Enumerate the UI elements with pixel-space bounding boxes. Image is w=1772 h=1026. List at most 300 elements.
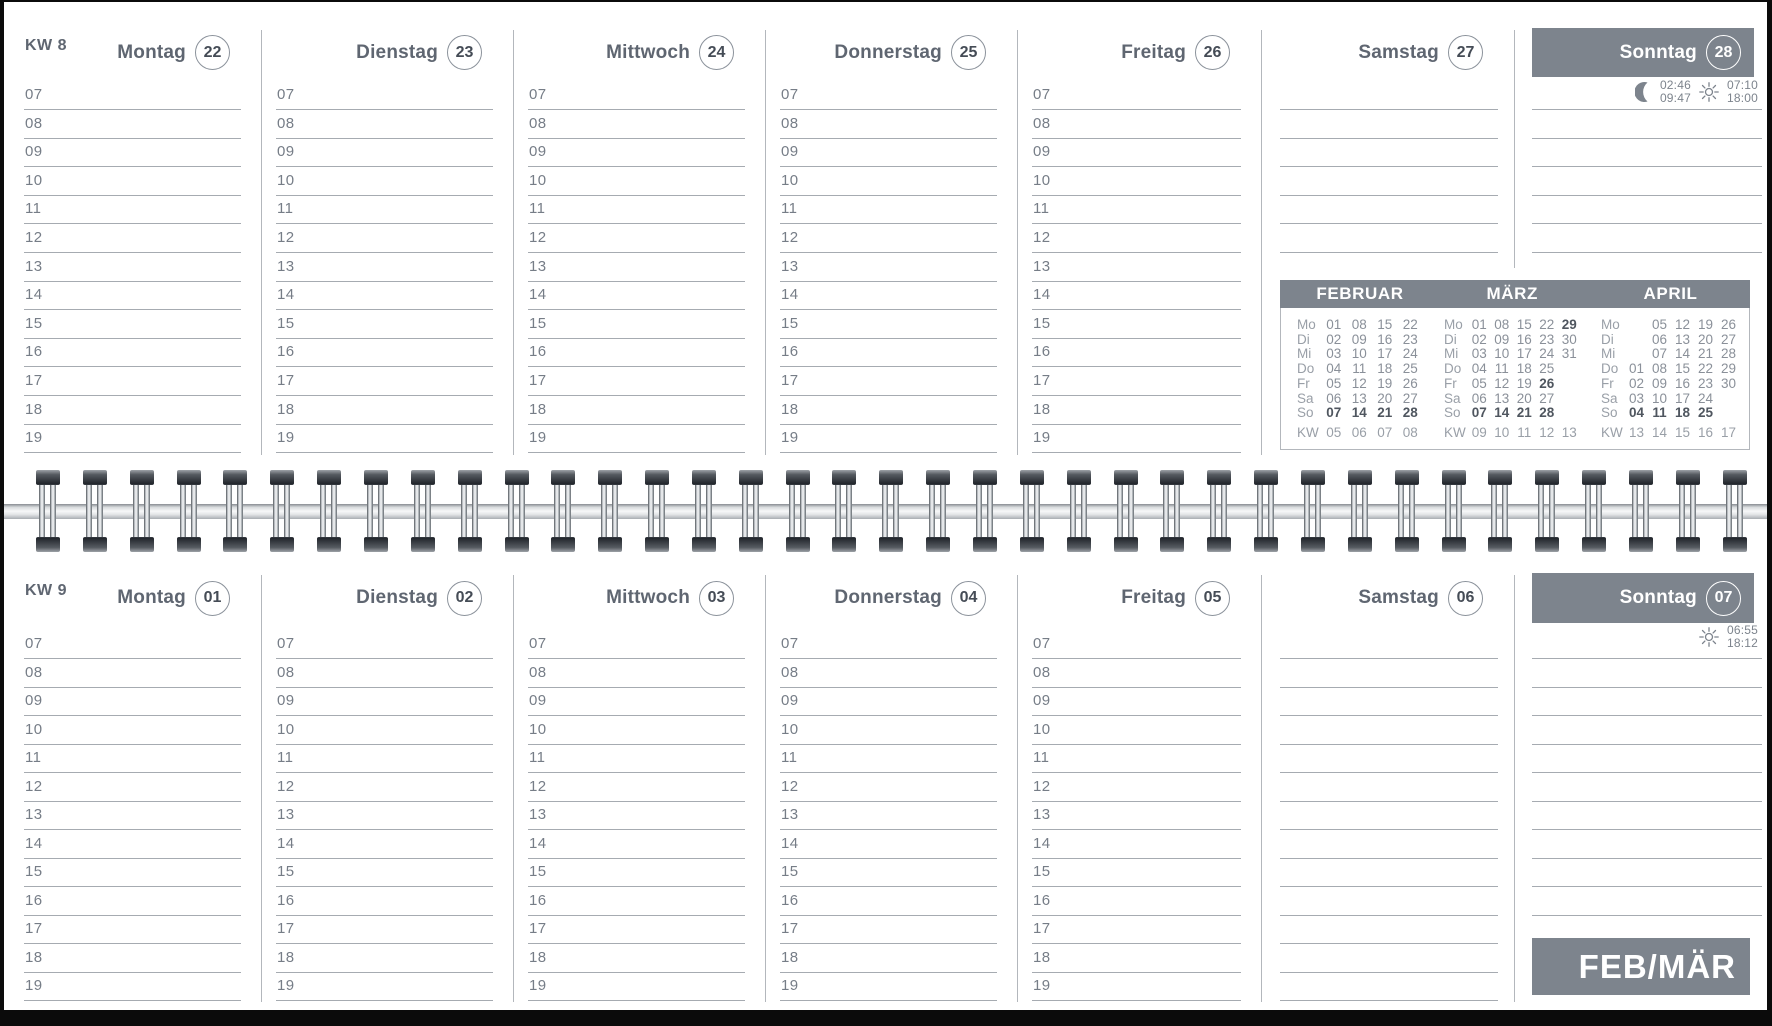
notes-line-sunday bbox=[1532, 658, 1762, 659]
hour-label: 17 bbox=[25, 920, 43, 937]
hour-label: 14 bbox=[1033, 286, 1051, 303]
notes-line-saturday bbox=[1280, 943, 1498, 944]
hour-line bbox=[780, 195, 997, 196]
frame-left bbox=[0, 0, 4, 1026]
hour-line bbox=[276, 972, 493, 973]
binding-cap-top bbox=[36, 470, 60, 485]
column-separator bbox=[765, 30, 766, 455]
calendar-date: 08 bbox=[1494, 317, 1510, 332]
calendar-date: 11 bbox=[1652, 405, 1667, 420]
calendar-day-label: Mi bbox=[1297, 346, 1312, 361]
hour-label: 15 bbox=[277, 315, 295, 332]
notes-line-saturday bbox=[1280, 166, 1498, 167]
calendar-day-label: Mi bbox=[1601, 346, 1616, 361]
calendar-date: 03 bbox=[1471, 346, 1487, 361]
day-name: Montag bbox=[117, 41, 186, 63]
hour-line bbox=[780, 744, 997, 745]
calendar-date bbox=[1625, 332, 1648, 347]
calendar-date: 15 bbox=[1516, 317, 1532, 332]
hour-line bbox=[528, 138, 745, 139]
binding-cap-top bbox=[1582, 470, 1606, 485]
calendar-date: 22 bbox=[1697, 361, 1714, 376]
binding-wire bbox=[929, 479, 935, 543]
binding-cap-bottom bbox=[786, 537, 810, 552]
hour-label: 09 bbox=[1033, 143, 1051, 160]
hour-line bbox=[1032, 366, 1241, 367]
binding-loop bbox=[317, 470, 341, 552]
binding-loop bbox=[551, 470, 575, 552]
hour-line bbox=[24, 395, 241, 396]
binding-cap-bottom bbox=[1254, 537, 1278, 552]
hour-line bbox=[780, 972, 997, 973]
calendar-date: 10 bbox=[1494, 346, 1510, 361]
hour-line bbox=[1032, 658, 1241, 659]
calendar-kw-number: 07 bbox=[1377, 425, 1393, 440]
day-name: Donnerstag bbox=[834, 587, 942, 608]
hour-line bbox=[24, 801, 241, 802]
hour-line bbox=[24, 138, 241, 139]
notes-line-sunday bbox=[1532, 223, 1762, 224]
hour-label: 09 bbox=[529, 692, 547, 709]
calendar-day-label: Di bbox=[1444, 332, 1457, 347]
notes-line-saturday bbox=[1280, 858, 1498, 859]
hour-line bbox=[1032, 886, 1241, 887]
binding-loop bbox=[973, 470, 997, 552]
hour-line bbox=[276, 424, 493, 425]
calendar-date: 02 bbox=[1628, 376, 1645, 391]
calendar-date: 27 bbox=[1720, 332, 1737, 347]
binding-wire bbox=[1549, 479, 1555, 543]
binding-wire bbox=[461, 479, 467, 543]
day-number-circle: 07 bbox=[1706, 581, 1741, 616]
hour-line bbox=[528, 395, 745, 396]
hour-label: 17 bbox=[277, 372, 295, 389]
calendar-day-label: Sa bbox=[1297, 391, 1314, 406]
calendar-date: 28 bbox=[1720, 346, 1737, 361]
calendar-date: 04 bbox=[1471, 361, 1487, 376]
binding-wire bbox=[565, 479, 571, 543]
hour-line bbox=[276, 744, 493, 745]
hour-label: 09 bbox=[277, 143, 295, 160]
binding-cap-bottom bbox=[411, 537, 435, 552]
notes-line-sunday bbox=[1532, 715, 1762, 716]
binding-wire bbox=[97, 479, 103, 543]
hour-line bbox=[276, 366, 493, 367]
hour-line bbox=[24, 252, 241, 253]
binding-loop bbox=[458, 470, 482, 552]
calendar-day-label: So bbox=[1601, 405, 1618, 420]
calendar-day-label: Fr bbox=[1601, 376, 1614, 391]
hour-label: 15 bbox=[25, 863, 43, 880]
binding-cap-bottom bbox=[551, 537, 575, 552]
binding-loop bbox=[1629, 470, 1653, 552]
hour-label: 19 bbox=[277, 977, 295, 994]
hour-label: 10 bbox=[1033, 172, 1051, 189]
binding-loop bbox=[1442, 470, 1466, 552]
calendar-date bbox=[1625, 346, 1648, 361]
binding-cap-bottom bbox=[926, 537, 950, 552]
binding-wire bbox=[1409, 479, 1415, 543]
hour-line bbox=[780, 223, 997, 224]
binding-loop bbox=[1488, 470, 1512, 552]
binding-wire bbox=[742, 479, 748, 543]
binding-cap-top bbox=[551, 470, 575, 485]
hour-line bbox=[276, 338, 493, 339]
frame-bottom bbox=[0, 1010, 1772, 1026]
binding-loop bbox=[1254, 470, 1278, 552]
calendar-date-row bbox=[1444, 361, 1581, 376]
hour-label: 15 bbox=[781, 863, 799, 880]
hour-line bbox=[1032, 744, 1241, 745]
hour-line bbox=[780, 1000, 997, 1001]
binding-wire bbox=[425, 479, 431, 543]
day-name: Mittwoch bbox=[606, 587, 690, 608]
hour-label: 19 bbox=[25, 977, 43, 994]
hour-line bbox=[24, 195, 241, 196]
binding-wire bbox=[987, 479, 993, 543]
binding-wire bbox=[1398, 479, 1404, 543]
hour-line bbox=[276, 109, 493, 110]
binding-loop bbox=[786, 470, 810, 552]
hour-label: 17 bbox=[1033, 920, 1051, 937]
hour-line bbox=[780, 658, 997, 659]
calendar-date: 29 bbox=[1561, 317, 1577, 332]
hour-line bbox=[24, 452, 241, 453]
binding-wire bbox=[976, 479, 982, 543]
column-separator bbox=[513, 30, 514, 455]
day-number-circle: 28 bbox=[1706, 35, 1741, 70]
binding-wire bbox=[1257, 479, 1263, 543]
calendar-day-label: Fr bbox=[1444, 376, 1457, 391]
frame-top bbox=[0, 0, 1772, 2]
day-number-circle: 05 bbox=[1195, 581, 1230, 616]
binding-wire bbox=[414, 479, 420, 543]
calendar-date: 07 bbox=[1651, 346, 1668, 361]
sun-times bbox=[1727, 79, 1758, 105]
calendar-date: 14 bbox=[1351, 405, 1367, 420]
hour-line bbox=[528, 109, 745, 110]
binding-loop bbox=[879, 470, 903, 552]
calendar-date: 13 bbox=[1351, 391, 1367, 406]
binding-cap-top bbox=[1020, 470, 1044, 485]
calendar-date: 11 bbox=[1352, 361, 1367, 376]
binding-wire bbox=[753, 479, 759, 543]
binding-cap-bottom bbox=[1301, 537, 1325, 552]
hour-line bbox=[1032, 424, 1241, 425]
notes-line-saturday bbox=[1280, 772, 1498, 773]
hour-label: 17 bbox=[529, 372, 547, 389]
binding-cap-top bbox=[505, 470, 529, 485]
calendar-date: 20 bbox=[1377, 391, 1393, 406]
hour-line bbox=[1032, 195, 1241, 196]
binding-loop bbox=[83, 470, 107, 552]
calendar-date: 18 bbox=[1674, 405, 1691, 420]
hour-line bbox=[1032, 338, 1241, 339]
binding-cap-top bbox=[130, 470, 154, 485]
calendar-kw-number: 08 bbox=[1402, 425, 1418, 440]
binding-wire bbox=[893, 479, 899, 543]
binding-cap-top bbox=[598, 470, 622, 485]
hour-line bbox=[528, 166, 745, 167]
binding-wire bbox=[86, 479, 92, 543]
hour-line bbox=[24, 744, 241, 745]
hour-label: 15 bbox=[529, 315, 547, 332]
hour-line bbox=[1032, 829, 1241, 830]
hour-label: 17 bbox=[277, 920, 295, 937]
notes-line-saturday bbox=[1280, 109, 1498, 110]
hour-label: 12 bbox=[25, 229, 43, 246]
calendar-date-row bbox=[1297, 376, 1423, 391]
hour-line bbox=[528, 281, 745, 282]
calendar-date-row bbox=[1444, 391, 1581, 406]
hour-line bbox=[528, 829, 745, 830]
binding-wire bbox=[237, 479, 243, 543]
hour-line bbox=[528, 744, 745, 745]
hour-line bbox=[528, 886, 745, 887]
hour-label: 10 bbox=[277, 172, 295, 189]
binding-wire bbox=[940, 479, 946, 543]
calendar-kw-number: 05 bbox=[1326, 425, 1342, 440]
moonrise-time: 02:46 bbox=[1659, 78, 1691, 92]
column-separator bbox=[1261, 575, 1262, 1002]
binding-wire bbox=[50, 479, 56, 543]
calendar-week-numbers-row bbox=[1444, 425, 1581, 440]
hour-label: 14 bbox=[781, 286, 799, 303]
day-header bbox=[484, 28, 734, 77]
binding-loop bbox=[270, 470, 294, 552]
hour-line bbox=[276, 772, 493, 773]
calendar-date: 08 bbox=[1351, 317, 1367, 332]
hour-line bbox=[276, 858, 493, 859]
hour-line bbox=[1032, 1000, 1241, 1001]
hour-label: 10 bbox=[25, 172, 43, 189]
column-separator bbox=[1261, 30, 1262, 455]
hour-label: 12 bbox=[781, 229, 799, 246]
notes-line-sunday bbox=[1532, 801, 1762, 802]
notes-line-saturday bbox=[1280, 915, 1498, 916]
binding-loop bbox=[1114, 470, 1138, 552]
binding-loop bbox=[505, 470, 529, 552]
notes-line-sunday bbox=[1532, 138, 1762, 139]
hour-line bbox=[780, 109, 997, 110]
calendar-date: 29 bbox=[1720, 361, 1737, 376]
binding-cap-bottom bbox=[317, 537, 341, 552]
binding-wire bbox=[519, 479, 525, 543]
binding-wire bbox=[1163, 479, 1169, 543]
binding-wire bbox=[1023, 479, 1029, 543]
hour-line bbox=[276, 658, 493, 659]
binding-wire bbox=[331, 479, 337, 543]
binding-cap-top bbox=[223, 470, 247, 485]
binding-cap-top bbox=[832, 470, 856, 485]
calendar-date: 14 bbox=[1674, 346, 1691, 361]
hour-label: 11 bbox=[781, 749, 798, 766]
calendar-kw-number: 12 bbox=[1539, 425, 1555, 440]
hour-line bbox=[780, 424, 997, 425]
hour-label: 15 bbox=[1033, 863, 1051, 880]
binding-cap-bottom bbox=[1160, 537, 1184, 552]
binding-cap-top bbox=[317, 470, 341, 485]
hour-label: 08 bbox=[781, 664, 799, 681]
binding-cap-bottom bbox=[1395, 537, 1419, 552]
binding-loop bbox=[645, 470, 669, 552]
binding-cap-bottom bbox=[505, 537, 529, 552]
binding-cap-bottom bbox=[1723, 537, 1747, 552]
binding-cap-bottom bbox=[1207, 537, 1231, 552]
binding-loop bbox=[1160, 470, 1184, 552]
hour-label: 19 bbox=[1033, 977, 1051, 994]
binding-wire bbox=[1491, 479, 1497, 543]
hour-label: 16 bbox=[781, 343, 799, 360]
hour-line bbox=[1032, 395, 1241, 396]
notes-line-saturday bbox=[1280, 687, 1498, 688]
binding-wire bbox=[835, 479, 841, 543]
hour-line bbox=[24, 915, 241, 916]
hour-line bbox=[528, 223, 745, 224]
hour-line bbox=[24, 109, 241, 110]
binding-cap-top bbox=[411, 470, 435, 485]
calendar-date: 14 bbox=[1494, 405, 1510, 420]
calendar-date: 13 bbox=[1674, 332, 1691, 347]
hour-label: 17 bbox=[529, 920, 547, 937]
hour-line bbox=[528, 658, 745, 659]
binding-loop bbox=[598, 470, 622, 552]
calendar-date: 21 bbox=[1377, 405, 1393, 420]
binding-cap-bottom bbox=[1067, 537, 1091, 552]
binding-loop bbox=[364, 470, 388, 552]
binding-cap-bottom bbox=[177, 537, 201, 552]
calendar-date: 12 bbox=[1494, 376, 1510, 391]
binding-wire bbox=[1445, 479, 1451, 543]
binding-wire bbox=[659, 479, 665, 543]
calendar-date: 08 bbox=[1651, 361, 1668, 376]
binding-wire bbox=[882, 479, 888, 543]
hour-line bbox=[24, 223, 241, 224]
calendar-kw-label: KW bbox=[1444, 425, 1466, 440]
binding-loop bbox=[1207, 470, 1231, 552]
calendar-date: 28 bbox=[1402, 405, 1418, 420]
calendar-date: 19 bbox=[1697, 317, 1714, 332]
hour-label: 14 bbox=[529, 835, 547, 852]
calendar-date-row bbox=[1444, 317, 1581, 332]
binding-cap-bottom bbox=[692, 537, 716, 552]
hour-label: 09 bbox=[25, 692, 43, 709]
calendar-day-label: Sa bbox=[1601, 391, 1618, 406]
day-header bbox=[484, 573, 734, 623]
binding-cap-top bbox=[1114, 470, 1138, 485]
hour-line bbox=[24, 309, 241, 310]
calendar-date: 27 bbox=[1402, 391, 1418, 406]
calendar-date: 18 bbox=[1377, 361, 1393, 376]
calendar-date: 26 bbox=[1720, 317, 1737, 332]
calendar-kw-label: KW bbox=[1297, 425, 1319, 440]
hour-line bbox=[528, 772, 745, 773]
calendar-date-row bbox=[1297, 346, 1423, 361]
calendar-day-label: Di bbox=[1601, 332, 1614, 347]
calendar-date: 19 bbox=[1377, 376, 1393, 391]
hour-label: 08 bbox=[25, 664, 43, 681]
calendar-kw-number: 06 bbox=[1351, 425, 1367, 440]
day-number-circle: 26 bbox=[1195, 35, 1230, 70]
hour-line bbox=[276, 138, 493, 139]
binding-cap-bottom bbox=[739, 537, 763, 552]
hour-label: 16 bbox=[781, 892, 799, 909]
binding-cap-top bbox=[1301, 470, 1325, 485]
binding-cap-bottom bbox=[832, 537, 856, 552]
calendar-date: 21 bbox=[1697, 346, 1714, 361]
week-number-label-top: KW 8 bbox=[25, 37, 67, 54]
hour-line bbox=[528, 687, 745, 688]
notes-line-sunday bbox=[1532, 772, 1762, 773]
calendar-kw-number: 14 bbox=[1651, 425, 1668, 440]
hour-label: 13 bbox=[25, 806, 43, 823]
binding-loop bbox=[739, 470, 763, 552]
day-header bbox=[1233, 573, 1483, 623]
hour-label: 18 bbox=[1033, 949, 1051, 966]
hour-label: 08 bbox=[1033, 115, 1051, 132]
hour-line bbox=[780, 829, 997, 830]
binding-wire bbox=[273, 479, 279, 543]
day-number-circle: 03 bbox=[699, 581, 734, 616]
hour-line bbox=[780, 715, 997, 716]
binding-loop bbox=[223, 470, 247, 552]
hour-line bbox=[528, 195, 745, 196]
hour-line bbox=[780, 687, 997, 688]
hour-label: 07 bbox=[25, 635, 43, 652]
binding-wire bbox=[1034, 479, 1040, 543]
binding-wire bbox=[1221, 479, 1227, 543]
day-number-circle: 02 bbox=[447, 581, 482, 616]
hour-label: 18 bbox=[277, 401, 295, 418]
hour-line bbox=[24, 687, 241, 688]
calendar-day-label: Do bbox=[1444, 361, 1462, 376]
calendar-date: 10 bbox=[1651, 391, 1668, 406]
column-separator bbox=[261, 575, 262, 1002]
calendar-date: 02 bbox=[1471, 332, 1487, 347]
calendar-date: 17 bbox=[1516, 346, 1532, 361]
day-number-circle: 22 bbox=[195, 35, 230, 70]
calendar-date: 04 bbox=[1326, 361, 1342, 376]
binding-cap-top bbox=[1676, 470, 1700, 485]
day-header bbox=[232, 573, 482, 623]
binding-cap-top bbox=[1442, 470, 1466, 485]
hour-line bbox=[24, 366, 241, 367]
calendar-date-row bbox=[1601, 346, 1740, 361]
calendar-date-row bbox=[1601, 361, 1740, 376]
binding-wire bbox=[800, 479, 806, 543]
notes-line-saturday bbox=[1280, 1000, 1498, 1001]
hour-label: 09 bbox=[277, 692, 295, 709]
hour-label: 13 bbox=[529, 806, 547, 823]
hour-line bbox=[1032, 801, 1241, 802]
hour-label: 12 bbox=[781, 778, 799, 795]
calendar-kw-number: 11 bbox=[1517, 425, 1532, 440]
hour-label: 16 bbox=[277, 343, 295, 360]
day-header-sunday bbox=[1532, 28, 1754, 77]
hour-label: 19 bbox=[781, 429, 799, 446]
column-separator bbox=[261, 30, 262, 455]
day-header bbox=[232, 28, 482, 77]
hour-line bbox=[276, 829, 493, 830]
binding-wire bbox=[144, 479, 150, 543]
column-separator bbox=[765, 575, 766, 1002]
notes-line-saturday bbox=[1280, 658, 1498, 659]
hour-label: 18 bbox=[277, 949, 295, 966]
calendar-date: 20 bbox=[1697, 332, 1714, 347]
binding-cap-bottom bbox=[645, 537, 669, 552]
binding-wire bbox=[695, 479, 701, 543]
calendar-date-row bbox=[1601, 376, 1740, 391]
